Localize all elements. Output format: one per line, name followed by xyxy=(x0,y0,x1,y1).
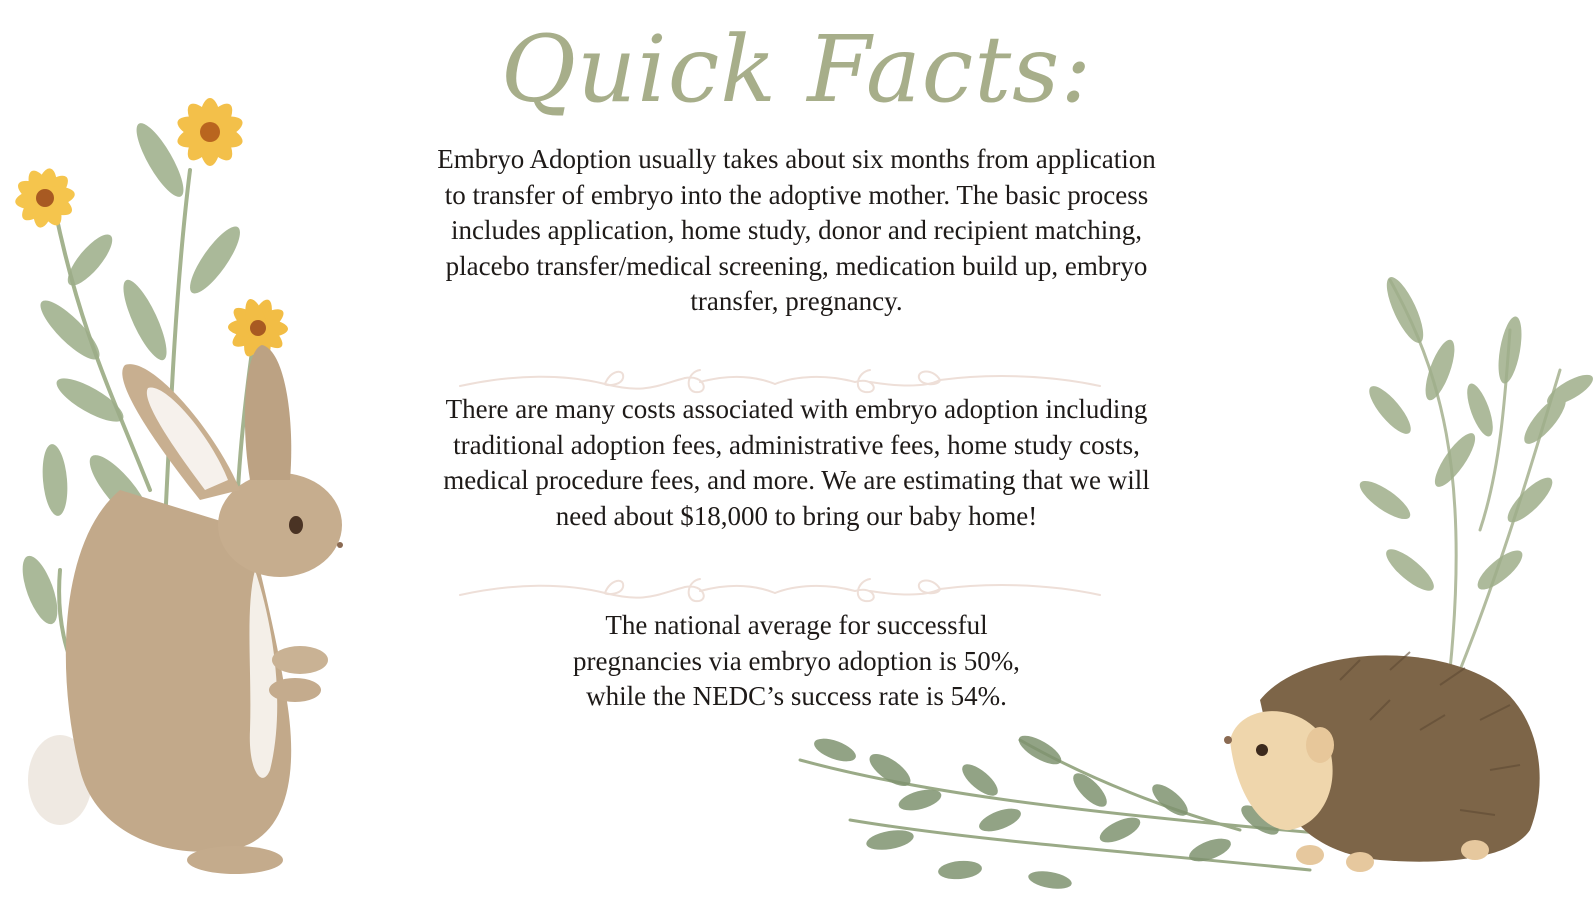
hedgehog-illustration xyxy=(1220,640,1560,880)
leaf-vine-icon xyxy=(1330,270,1593,690)
bunny-illustration xyxy=(0,70,360,900)
page-title: Quick Facts: xyxy=(500,16,1093,123)
fact-success-rate: The national average for successful pregnancies via embryo adoption is 50%, while the NEDC’s success rate is 54%. xyxy=(573,610,1020,711)
bunny-figure xyxy=(28,345,343,874)
fact-timeline: Embryo Adoption usually takes about six months from application to transfer of embryo into the adoptive mother. The basic process includes application, home study, donor and recipient matching, placebo transfer/medical screening, medication build up, embryo transfer, pregnancy. xyxy=(437,144,1156,316)
swirl-divider-bottom xyxy=(455,573,1105,613)
fact-costs: There are many costs associated with embryo adoption including traditional adoption fees, administrative fees, home study costs, medical procedure fees, and more. We are estimating that we will need about $18,000 to bring our baby home! xyxy=(443,394,1150,531)
